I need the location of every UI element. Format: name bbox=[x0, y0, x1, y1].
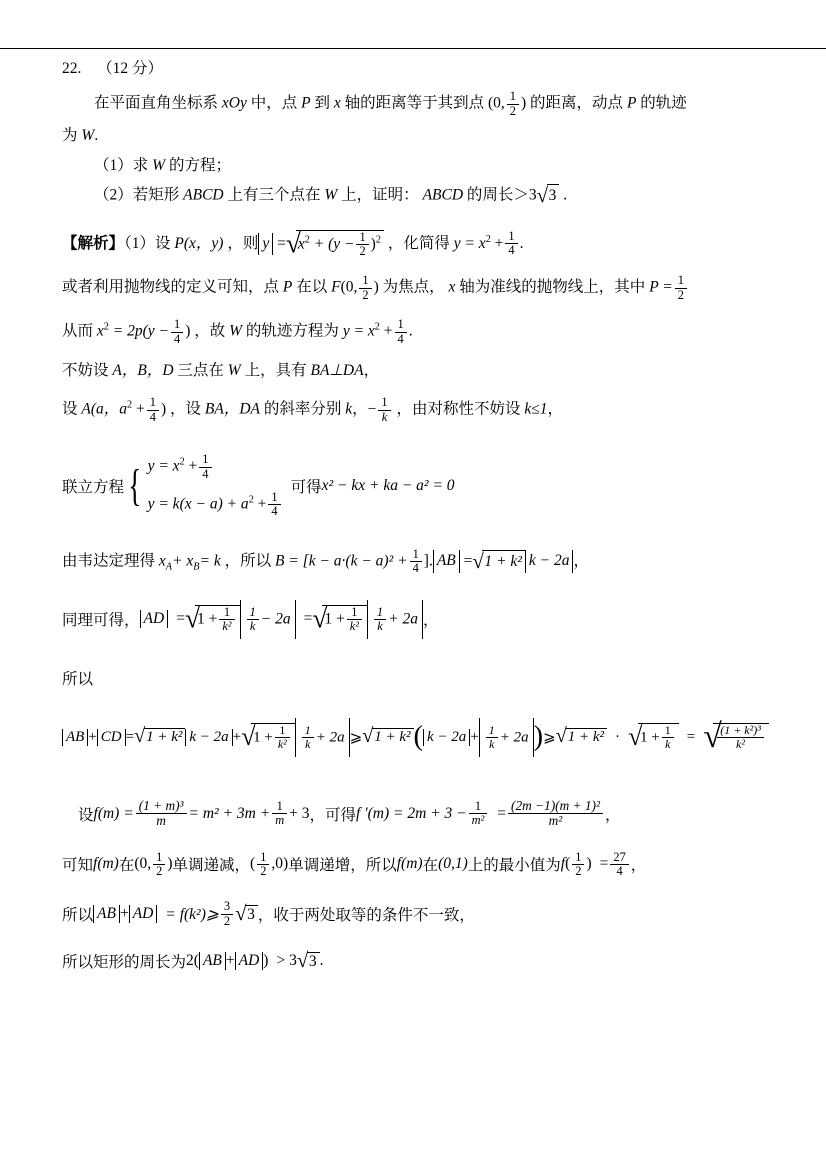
abs-y: y bbox=[258, 233, 273, 255]
sqrt-1k2: √ 1 + k² bbox=[472, 550, 525, 573]
stem-text: 中，点 bbox=[250, 95, 298, 113]
sol-P: P bbox=[174, 234, 184, 252]
stem-point-close: ) bbox=[521, 95, 527, 113]
abs-expr-2: $\frac{1}{k}$ + 2a bbox=[367, 600, 423, 640]
sqrt-d: √ 1 + k² bbox=[556, 728, 607, 746]
q2-ABCD2: ABCD bbox=[422, 186, 464, 204]
system-row-1: $y = x^2$ + $\frac{1}{4}$ bbox=[148, 448, 283, 486]
solution-label: 【解析】 bbox=[62, 234, 125, 252]
problem-header bbox=[62, 58, 754, 80]
problem-stem-line-1 bbox=[62, 90, 754, 118]
solution-line-9: 所以 bbox=[62, 671, 94, 689]
brace-icon: { bbox=[128, 460, 142, 511]
header-rule bbox=[0, 48, 826, 49]
stem-text: 的轨迹 bbox=[640, 95, 687, 113]
stem-x: x bbox=[333, 95, 341, 113]
stem-xoy: xOy bbox=[221, 95, 247, 113]
question-2: （2）若矩形 ABCD 上有三个点在 W 上，证明： ABCD 的周长＞3 √ 3 . bbox=[62, 184, 754, 207]
q2-W: W bbox=[324, 186, 338, 204]
solution-line-8: 同理可得， AD = √ 1 + $\frac{1}{\text{k²}}$ $\frac{1}{k}$ − 2a = √ 1 + $\frac{1}{\text{k²}}$ $\frac{1}{k}$ + 2a ， bbox=[62, 600, 754, 640]
system-label: 联立方程 bbox=[62, 479, 125, 497]
frac-half: $\frac{1}{2}$ bbox=[507, 90, 519, 118]
sqrt-1-over-k2: √ 1 + $\frac{1}{\text{k²}}$ bbox=[185, 605, 240, 634]
sqrt-b: √ 1 + $\frac{1}{\text{k²}}$ bbox=[241, 723, 295, 751]
solution-line-6: 联立方程 { $y = x^2$ + $\frac{1}{4}$ $y = k(x - a) + a^2$ + $\frac{1}{4}$ 可得 x² − kx + ka − a² = 0 bbox=[62, 448, 754, 524]
solution-line-12: 可知 f(m) 在 (0, $\frac{1}{2}$ ) 单调递减， ( $\frac{1}{2}$ ,0) 单调递增，所以 f(m) 在 (0,1) 上的最小值为 f ( $\frac{1}{2}$ ) = $\frac{27}{4}$ ， bbox=[62, 849, 647, 878]
solution-line-5: 设 A(a，$a^2$ + $\frac{1}{4}$ ) ，设 BA，DA 的斜率分别 k，− $\frac{1}{k}$ ，由对称性不妨设 k≤1， bbox=[62, 395, 564, 424]
solution-line-10: AB + CD = √ 1 + k² k − 2a + √ 1 + $\frac{1}{\text{k²}}$ $\frac{1}{k}$ + 2a ⩾ √ 1 + k² ( k − 2a + $\frac{1}{k}$ + 2a ) ⩾ √ 1 + k² · √ 1 + $\frac{1}{k}$ = √ $\frac{\text{(1 + k²)³}}{\text{k²}}$ bbox=[62, 718, 754, 757]
sqrt-a: √ 1 + k² bbox=[134, 728, 185, 746]
solution-line-13: 所以 AB + AD = f(k²)⩾ $\frac{3}{2}$ √ 3 ，收于两处取等的条件不一致， bbox=[62, 900, 754, 928]
stem-W: W bbox=[81, 127, 95, 145]
sqrt-c: √ 1 + k² bbox=[362, 728, 413, 746]
stem-P: P bbox=[301, 95, 311, 113]
system-row-2: $y = k(x - a) + a^2$ + $\frac{1}{4}$ bbox=[148, 486, 283, 524]
problem-points: （12 分） bbox=[97, 60, 164, 77]
system-result: x² − kx + ka − a² = 0 bbox=[321, 477, 455, 495]
q1-W: W bbox=[152, 156, 166, 174]
sqrt-3: √ 3 bbox=[537, 184, 560, 207]
sqrt-3c: √ 3 bbox=[297, 952, 320, 971]
stem-text: 为 bbox=[62, 127, 78, 145]
q2-ABCD: ABCD bbox=[183, 186, 224, 204]
stem-text: 轴的距离等于其到点 bbox=[344, 95, 485, 113]
sqrt-e: √ 1 + $\frac{1}{k}$ bbox=[628, 723, 679, 751]
sqrt-expr: √ $x^2 + (y$ − $\frac{1}{2}$ )$^2$ bbox=[286, 230, 384, 259]
problem-number: 22. bbox=[62, 60, 82, 77]
abs-AB: AB bbox=[433, 550, 460, 572]
solution-line-3: 从而 $x^2 = 2p(y$ − $\frac{1}{4}$ ) ，故 W 的轨迹方程为 $y = x^2$ + $\frac{1}{4}$ . bbox=[62, 317, 413, 346]
solution-line-1: 【解析】（1）设 P(x，y) ，则 y = √ $x^2 + (y$ − $\frac{1}{2}$ )$^2$ ，化简得 $y = x^2$ + $\frac{1}{4}$ . bbox=[62, 230, 754, 259]
stem-point-open: (0, bbox=[488, 95, 505, 113]
abs-AD: AD bbox=[140, 610, 169, 628]
problem-stem-line-2: 为 W. bbox=[62, 127, 99, 145]
stem-text: 的距离，动点 bbox=[530, 95, 624, 113]
sqrt-3b: √ 3 bbox=[235, 905, 258, 924]
abs-expr: $\frac{1}{k}$ − 2a bbox=[240, 600, 296, 640]
solution-line-7: 由韦达定理得 $x_A+ x_B= k$ ，所以 B = [k − a·(k − a)² + $\frac{1}{4}$ ]. AB = √ 1 + k² k − 2a ， bbox=[62, 548, 754, 576]
equation-system bbox=[124, 448, 283, 524]
solution-line-2: 或者利用抛物线的定义可知，点 P 在以 F(0, $\frac{1}{2}$ ) 为焦点， x 轴为准线的抛物线上，其中 P = $\frac{1}{2}$ bbox=[62, 274, 754, 302]
solution-line-11: 设 f(m) = $\frac{\text{(1 + m)³}}{m}$ = m² + 3m + $\frac{1}{m}$ + 3 ，可得 f ′(m) = 2m + 3 − $\frac{1}{\text{m²}}$ = $\frac{\text{(2m −1)(m + 1)²}}{\text{m²}}$ ， bbox=[78, 797, 621, 829]
sqrt-f: √ $\frac{\text{(1 + k²)³}}{\text{k²}}$ bbox=[703, 723, 769, 751]
stem-text: 在平面直角坐标系 bbox=[94, 95, 219, 113]
solution-line-4: 不妨设 A，B，D 三点在 W 上，具有 BA⊥DA， bbox=[62, 362, 380, 379]
solution-line-14: 所以矩形的周长为 2( AB + AD ) > 3 √ 3 . bbox=[62, 950, 754, 972]
stem-text: 到 bbox=[314, 95, 330, 113]
sqrt-1-over-k2-b: √ 1 + $\frac{1}{\text{k²}}$ bbox=[312, 605, 367, 634]
question-1: （1）求 W 的方程； bbox=[94, 156, 231, 174]
stem-P2: P bbox=[626, 95, 637, 113]
